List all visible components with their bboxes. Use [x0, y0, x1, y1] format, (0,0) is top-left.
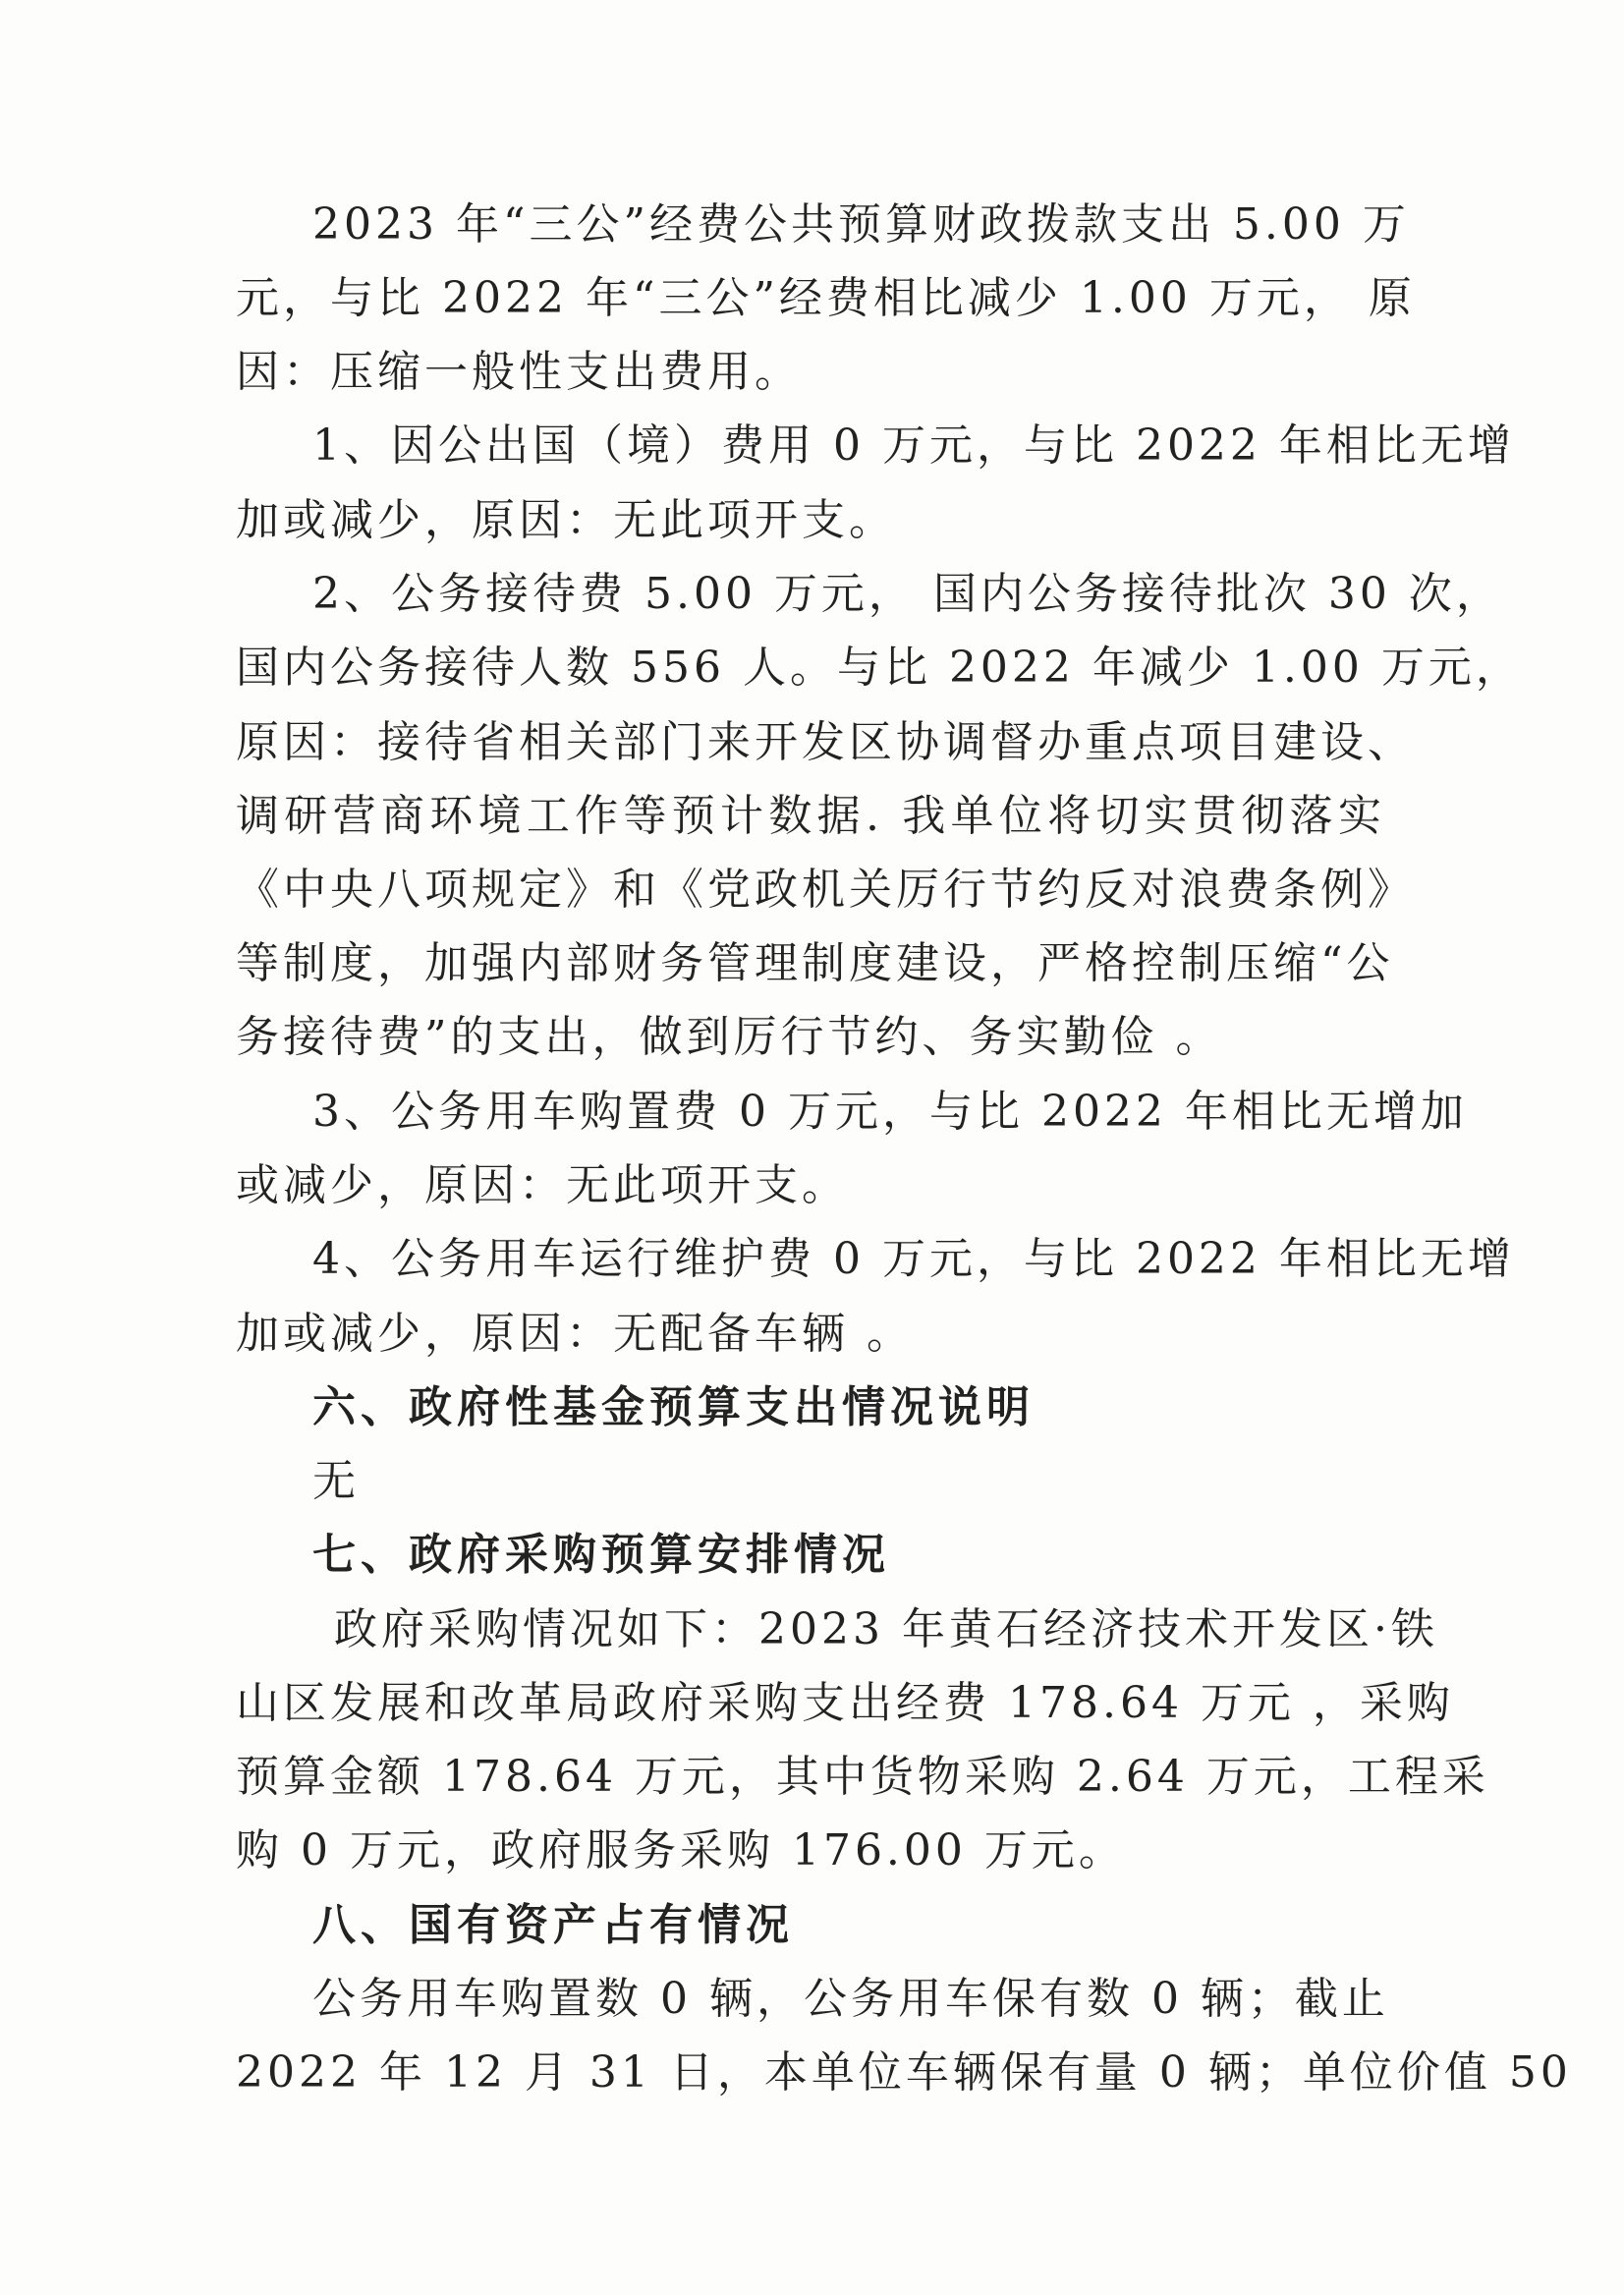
paragraph-line: 2、公务接待费 5.00 万元， 国内公务接待批次 30 次， — [312, 569, 1503, 619]
paragraph-line: 因：压缩一般性支出费用。 — [236, 347, 802, 397]
paragraph-line: 3、公务用车购置费 0 万元，与比 2022 年相比无增加 — [312, 1087, 1468, 1137]
paragraph-line: 公务用车购置数 0 辆，公务用车保有数 0 辆；截止 — [312, 1974, 1389, 2024]
paragraph-line: 山区发展和改革局政府采购支出经费 178.64 万元 ，采购 — [236, 1678, 1454, 1728]
paragraph-line: 元，与比 2022 年“三公”经费相比减少 1.00 万元， 原 — [236, 273, 1416, 323]
paragraph-line: 2022 年 12 月 31 日，本单位车辆保有量 0 辆；单位价值 50 — [236, 2047, 1572, 2098]
paragraph-line: 或减少，原因：无此项开支。 — [236, 1160, 849, 1210]
paragraph-line: 加或减少，原因：无此项开支。 — [236, 495, 896, 545]
paragraph-line: 预算金额 178.64 万元，其中货物采购 2.64 万元，工程采 — [236, 1752, 1489, 1802]
paragraph-line: 原因：接待省相关部门来开发区协调督办重点项目建设、 — [236, 717, 1415, 767]
paragraph-line: 政府采购情况如下：2023 年黄石经济技术开发区·铁 — [334, 1604, 1438, 1654]
paragraph-line: 国内公务接待人数 556 人。与比 2022 年减少 1.00 万元， — [236, 643, 1523, 693]
paragraph-line: 务接待费”的支出，做到厉行节约、务实勤俭 。 — [236, 1012, 1223, 1062]
section-heading-8: 八、国有资产占有情况 — [312, 1900, 794, 1950]
paragraph-line: 等制度，加强内部财务管理制度建设，严格控制压缩“公 — [236, 938, 1394, 988]
paragraph-line: 无 — [312, 1456, 360, 1506]
paragraph-line: 加或减少，原因：无配备车辆 。 — [236, 1309, 914, 1359]
section-heading-7: 七、政府采购预算安排情况 — [312, 1530, 890, 1580]
paragraph-line: 《中央八项规定》和《党政机关厉行节约反对浪费条例》 — [236, 865, 1415, 915]
paragraph-line: 1、因公出国（境）费用 0 万元，与比 2022 年相比无增 — [312, 420, 1515, 471]
paragraph-line: 购 0 万元，政府服务采购 176.00 万元。 — [236, 1825, 1126, 1875]
section-heading-6: 六、政府性基金预算支出情况说明 — [312, 1382, 1035, 1432]
paragraph-line: 4、公务用车运行维护费 0 万元，与比 2022 年相比无增 — [312, 1234, 1515, 1284]
paragraph-line: 2023 年“三公”经费公共预算财政拨款支出 5.00 万 — [312, 199, 1410, 250]
paragraph-line: 调研营商环境工作等预计数据. 我单位将切实贯彻落实 — [236, 791, 1385, 841]
